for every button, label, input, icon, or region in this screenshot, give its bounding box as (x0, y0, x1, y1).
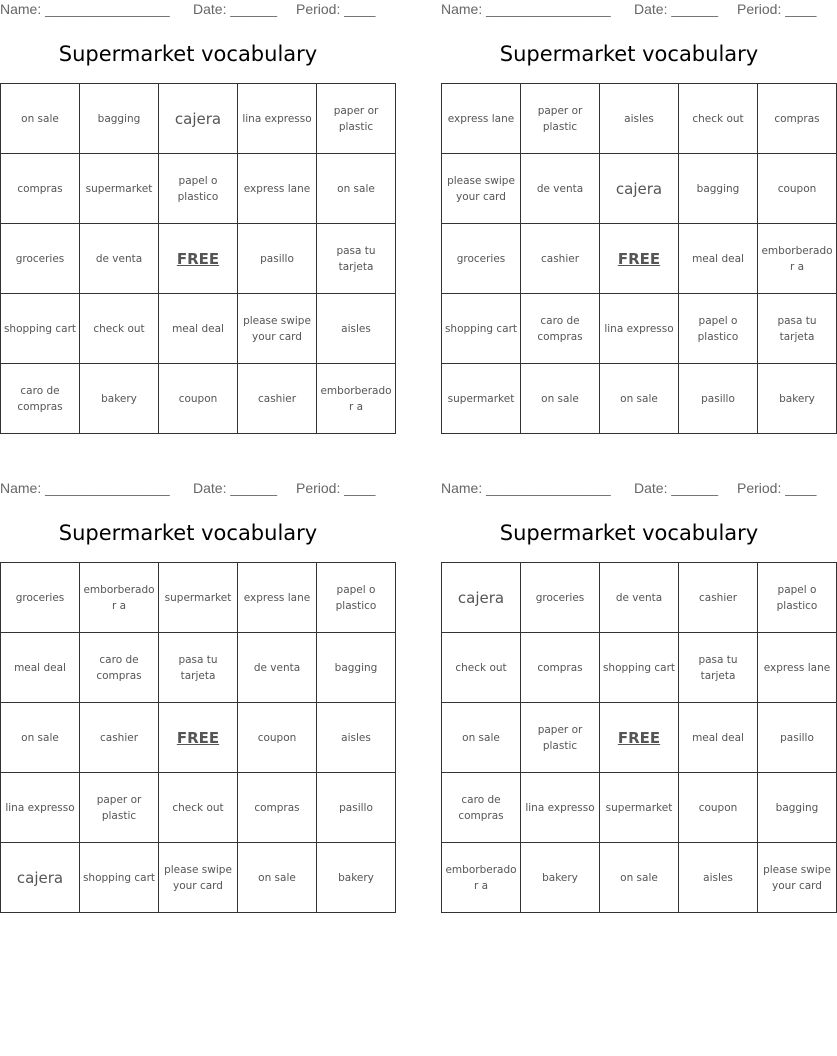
grid-row (1, 843, 396, 913)
bingo-cell: compras (521, 633, 600, 703)
bingo-cell: shopping cart (1, 294, 80, 364)
bingo-card-2 (441, 0, 833, 432)
bingo-cell: cashier (521, 224, 600, 294)
bingo-cell: papel o plastico (159, 154, 238, 224)
bingo-cell: on sale (600, 364, 679, 434)
bingo-cell: on sale (521, 364, 600, 434)
grid-row (442, 224, 837, 294)
bingo-cell: de venta (600, 563, 679, 633)
bingo-cell: lina expresso (600, 294, 679, 364)
bingo-cell: coupon (238, 703, 317, 773)
bingo-grid (441, 83, 837, 434)
grid-row (1, 294, 396, 364)
bingo-cell: pasa tu tarjeta (317, 224, 396, 294)
grid-row (442, 703, 837, 773)
bingo-cell: aisles (679, 843, 758, 913)
grid-row (1, 154, 396, 224)
bingo-cell: pasillo (238, 224, 317, 294)
bingo-cell: lina expresso (521, 773, 600, 843)
bingo-cell: please swipe your card (238, 294, 317, 364)
header-fields (441, 480, 821, 500)
bingo-cell: groceries (521, 563, 600, 633)
bingo-grid (441, 562, 837, 913)
name-field: Name: ________________ (0, 1, 170, 17)
bingo-cell: supermarket (80, 154, 159, 224)
bingo-cell: express lane (442, 84, 521, 154)
bingo-cell: cajera (1, 843, 80, 913)
bingo-card-4 (441, 479, 831, 911)
bingo-cell: coupon (679, 773, 758, 843)
free-space: FREE (159, 224, 238, 294)
bingo-cell: cashier (238, 364, 317, 434)
free-space: FREE (600, 703, 679, 773)
bingo-card-3 (0, 479, 376, 911)
bingo-cell: bakery (521, 843, 600, 913)
bingo-grid (0, 83, 396, 434)
bingo-cell: emborberador a (80, 563, 159, 633)
bingo-grid (0, 562, 396, 913)
bingo-cell: supermarket (159, 563, 238, 633)
bingo-cell: caro de compras (442, 773, 521, 843)
grid-row (1, 703, 396, 773)
bingo-cell: on sale (442, 703, 521, 773)
free-space: FREE (159, 703, 238, 773)
bingo-cell: cajera (442, 563, 521, 633)
bingo-cell: on sale (317, 154, 396, 224)
bingo-cell: coupon (758, 154, 837, 224)
bingo-cell: paper or plastic (80, 773, 159, 843)
bingo-cell: on sale (1, 84, 80, 154)
card-title: Supermarket vocabulary (499, 42, 759, 66)
date-field: Date: ______ (193, 1, 278, 17)
grid-row (1, 633, 396, 703)
period-field: Period: ____ (296, 480, 376, 496)
grid-row (442, 294, 837, 364)
bingo-cell: check out (442, 633, 521, 703)
bingo-cell: meal deal (1, 633, 80, 703)
bingo-cell: cajera (600, 154, 679, 224)
bingo-cell: express lane (238, 154, 317, 224)
bingo-cell: meal deal (679, 224, 758, 294)
free-space: FREE (600, 224, 679, 294)
bingo-cell: bagging (317, 633, 396, 703)
bingo-cell: express lane (758, 633, 837, 703)
bingo-cell: bakery (317, 843, 396, 913)
bingo-cell: groceries (442, 224, 521, 294)
grid-row (442, 154, 837, 224)
grid-row (1, 224, 396, 294)
bingo-cell: groceries (1, 224, 80, 294)
bingo-cell: pasa tu tarjeta (159, 633, 238, 703)
bingo-cell: shopping cart (80, 843, 159, 913)
bingo-cell: cashier (80, 703, 159, 773)
bingo-cell: lina expresso (238, 84, 317, 154)
bingo-cell: on sale (600, 843, 679, 913)
bingo-cell: coupon (159, 364, 238, 434)
bingo-cell: papel o plastico (317, 563, 396, 633)
bingo-cell: pasa tu tarjeta (758, 294, 837, 364)
bingo-cell: shopping cart (600, 633, 679, 703)
bingo-cell: on sale (238, 843, 317, 913)
bingo-cell: caro de compras (80, 633, 159, 703)
bingo-cell: paper or plastic (521, 703, 600, 773)
bingo-cell: bagging (758, 773, 837, 843)
bingo-cell: lina expresso (1, 773, 80, 843)
grid-row (1, 84, 396, 154)
name-field: Name: ________________ (441, 480, 611, 496)
grid-row (442, 633, 837, 703)
grid-row (442, 843, 837, 913)
bingo-cell: emborberador a (317, 364, 396, 434)
date-field: Date: ______ (634, 480, 719, 496)
bingo-cell: supermarket (442, 364, 521, 434)
bingo-cell: please swipe your card (758, 843, 837, 913)
bingo-cell: emborberador a (758, 224, 837, 294)
bingo-card-1 (0, 0, 392, 432)
bingo-cell: express lane (238, 563, 317, 633)
bingo-cell: check out (679, 84, 758, 154)
bingo-cell: bakery (80, 364, 159, 434)
bingo-cell: compras (1, 154, 80, 224)
header-fields (0, 480, 380, 500)
grid-row (442, 84, 837, 154)
date-field: Date: ______ (634, 1, 719, 17)
bingo-cell: compras (758, 84, 837, 154)
bingo-cell: check out (159, 773, 238, 843)
bingo-cell: pasillo (317, 773, 396, 843)
bingo-cell: bagging (80, 84, 159, 154)
bingo-cell: de venta (521, 154, 600, 224)
bingo-cell: compras (238, 773, 317, 843)
bingo-cell: caro de compras (1, 364, 80, 434)
bingo-cell: paper or plastic (521, 84, 600, 154)
grid-row (1, 364, 396, 434)
bingo-cell: please swipe your card (442, 154, 521, 224)
card-title: Supermarket vocabulary (58, 42, 318, 66)
bingo-cell: supermarket (600, 773, 679, 843)
header-fields (441, 1, 821, 21)
bingo-cell: bagging (679, 154, 758, 224)
bingo-cell: aisles (317, 703, 396, 773)
period-field: Period: ____ (737, 1, 817, 17)
bingo-cell: emborberador a (442, 843, 521, 913)
bingo-cell: check out (80, 294, 159, 364)
bingo-cell: de venta (80, 224, 159, 294)
bingo-cell: cajera (159, 84, 238, 154)
bingo-cell: meal deal (159, 294, 238, 364)
grid-row (442, 773, 837, 843)
bingo-cell: de venta (238, 633, 317, 703)
bingo-cell: meal deal (679, 703, 758, 773)
name-field: Name: ________________ (0, 480, 170, 496)
grid-row (1, 773, 396, 843)
bingo-cell: paper or plastic (317, 84, 396, 154)
grid-row (1, 563, 396, 633)
bingo-cell: pasa tu tarjeta (679, 633, 758, 703)
date-field: Date: ______ (193, 480, 278, 496)
bingo-cell: shopping cart (442, 294, 521, 364)
header-fields (0, 1, 380, 21)
card-title: Supermarket vocabulary (499, 521, 759, 545)
bingo-cell: aisles (600, 84, 679, 154)
period-field: Period: ____ (296, 1, 376, 17)
bingo-cell: papel o plastico (758, 563, 837, 633)
bingo-cell: pasillo (679, 364, 758, 434)
grid-row (442, 364, 837, 434)
bingo-cell: cashier (679, 563, 758, 633)
bingo-cell: caro de compras (521, 294, 600, 364)
bingo-cell: groceries (1, 563, 80, 633)
card-title: Supermarket vocabulary (58, 521, 318, 545)
bingo-cell: on sale (1, 703, 80, 773)
bingo-cell: bakery (758, 364, 837, 434)
bingo-cell: papel o plastico (679, 294, 758, 364)
bingo-cell: please swipe your card (159, 843, 238, 913)
grid-row (442, 563, 837, 633)
bingo-cell: aisles (317, 294, 396, 364)
period-field: Period: ____ (737, 480, 817, 496)
name-field: Name: ________________ (441, 1, 611, 17)
bingo-cell: pasillo (758, 703, 837, 773)
